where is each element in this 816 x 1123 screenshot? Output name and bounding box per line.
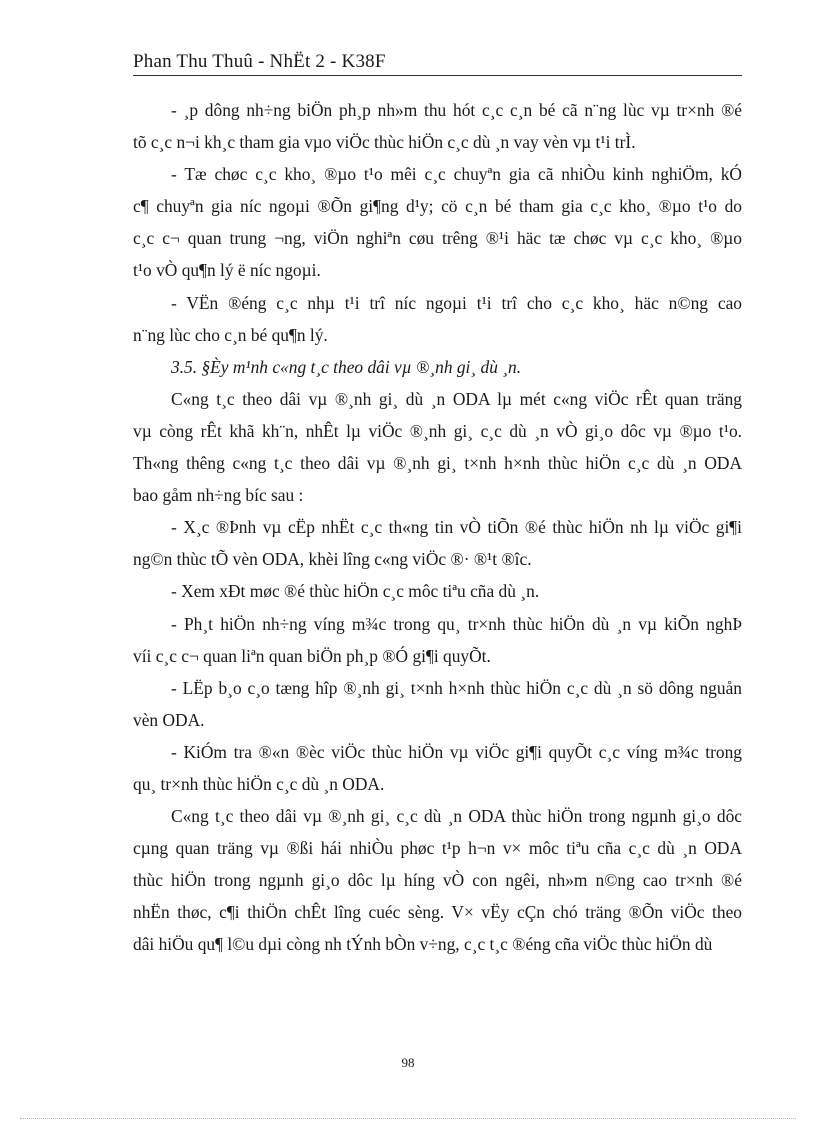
text-line: C«ng t¸c theo dâi vµ ®¸nh gi¸ dù ¸n ODA lµ mét c«ng viÖc rÊt quan träng (171, 388, 742, 409)
page-number: 98 (401, 1055, 415, 1070)
text-line: vèn ODA. (133, 709, 205, 730)
text-line: cµng quan träng vµ ®ßi hái nhiÒu phøc t¹p h¬n v× môc tiªu cña c¸c dù ¸n ODA (133, 838, 742, 859)
text-line: - KiÓm tra ®«n ®èc viÖc thùc hiÖn vµ viÖc gi¶i quyÕt c¸c víng m¾c trong (171, 741, 742, 762)
page-body (133, 94, 742, 961)
text-line: víi c¸c c¬ quan liªn quan biÖn ph¸p ®Ó gi¶i quyÕt. (133, 645, 491, 666)
text-line: nhËn thøc, c¶i thiÖn chÊt lîng cuéc sèng. V× vËy cÇn chó träng ®Õn viÖc theo (133, 902, 742, 923)
paragraph (133, 94, 742, 158)
text-line: tõ c¸c n¬i kh¸c tham gia vµo viÖc thùc hiÖn c¸c dù ¸n vay vèn vµ t¹i trÌ. (133, 132, 636, 153)
text-line: - Xem xÐt møc ®é thùc hiÖn c¸c môc tiªu cña dù ¸n. (171, 581, 540, 602)
text-line: bao gåm nh÷ng bíc sau : (133, 485, 304, 506)
paragraph (133, 511, 742, 575)
text-line: - Ph¸t hiÖn nh÷ng víng m¾c trong qu¸ tr×nh thùc hiÖn dù ¸n vµ kiÕn nghÞ (171, 613, 742, 634)
text-line: thùc hiÖn trong ngµnh gi¸o dôc lµ híng vÒ con ngêi, nh»m n©ng cao tr×nh ®é (133, 870, 742, 891)
section-heading: 3.5. §Èy m¹nh c«ng t¸c theo dâi vµ ®¸nh gi¸ dù ¸n. (171, 356, 522, 377)
text-line: qu¸ tr×nh thùc hiÖn c¸c dù ¸n ODA. (133, 773, 385, 794)
paragraph (133, 608, 742, 672)
paragraph-group-2 (133, 383, 742, 961)
text-line: dâi hiÖu qu¶ l©u dµi còng nh tÝnh bÒn v÷ng, c¸c t¸c ®éng cña viÖc thùc hiÖn dù (133, 934, 713, 955)
paragraph (133, 158, 742, 286)
text-line: t¹o vÒ qu¶n lý ë níc ngoµi. (133, 260, 321, 281)
paragraph (133, 800, 742, 960)
text-line: - ¸p dông nh÷ng biÖn ph¸p nh»m thu hót c¸c c¸n bé cã n¨ng lùc vµ tr×nh ®é (171, 100, 742, 120)
paragraph-group-1 (133, 94, 742, 351)
text-line: - VËn ®éng c¸c nhµ t¹i trî níc ngoµi t¹i trî cho c¸c kho¸ häc n©ng cao (171, 292, 742, 313)
paragraph (133, 736, 742, 800)
page-bottom-divider (20, 1118, 796, 1119)
text-line: c¸c c¬ quan trung ¬ng, viÖn nghiªn cøu trêng ®¹i häc tæ chøc vµ c¸c kho¸ ®µo (133, 228, 742, 249)
header-rule (133, 75, 742, 76)
text-line: C«ng t¸c theo dâi vµ ®¸nh gi¸ c¸c dù ¸n ODA thùc hiÖn trong ngµnh gi¸o dôc (171, 806, 742, 827)
paragraph (133, 383, 742, 511)
page-header: Phan Thu Thuû - NhËt 2 - K38F (133, 51, 386, 72)
text-line: - X¸c ®Þnh vµ cËp nhËt c¸c th«ng tin vÒ tiÕn ®é thùc hiÖn nh lµ viÖc gi¶i (171, 517, 742, 538)
text-line: n¨ng lùc cho c¸n bé qu¶n lý. (133, 324, 328, 345)
text-line: ng©n thùc tÕ vèn ODA, khèi lîng c«ng viÖc ®· ®¹t ®îc. (133, 549, 532, 570)
text-line: Th«ng thêng c«ng t¸c theo dâi vµ ®¸nh gi¸ t×nh h×nh thùc hiÖn c¸c dù ¸n ODA (133, 453, 742, 474)
text-line: - LËp b¸o c¸o tæng hîp ®¸nh gi¸ t×nh h×nh thùc hiÖn c¸c dù ¸n sö dông nguån (171, 677, 742, 698)
paragraph (133, 575, 742, 607)
text-line: vµ còng rÊt khã kh¨n, nhÊt lµ viÖc ®¸nh gi¸ c¸c dù ¸n vÒ gi¸o dôc vµ ®µo t¹o. (133, 420, 742, 441)
paragraph (133, 672, 742, 736)
text-line: - Tæ chøc c¸c kho¸ ®µo t¹o mêi c¸c chuyªn gia cã nhiÒu kinh nghiÖm, kÓ (171, 164, 742, 185)
text-line: c¶ chuyªn gia níc ngoµi ®Õn gi¶ng d¹y; cö c¸n bé tham gia c¸c kho¸ ®µo t¹o do (133, 196, 742, 217)
paragraph (133, 287, 742, 351)
